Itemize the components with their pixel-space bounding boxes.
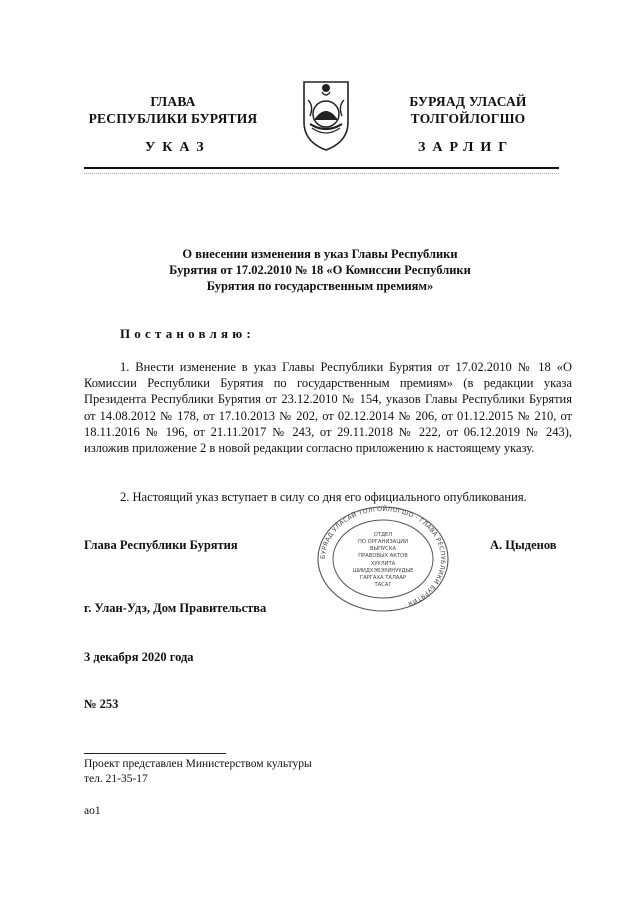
header-right-line2: ТОЛГОЙЛОГШО <box>410 111 526 126</box>
place: г. Улан-Удэ, Дом Правительства <box>84 601 267 615</box>
document-title <box>120 246 520 294</box>
header-left-line2: РЕСПУБЛИКИ БУРЯТИЯ <box>88 111 258 126</box>
paragraph-2: 2. Настоящий указ вступает в силу со дня его официального опубликования. <box>120 490 527 504</box>
initials: ao1 <box>84 805 101 817</box>
signature-position: Глава Республики Бурятия <box>84 538 238 552</box>
paragraph-1: 1. Внести изменение в указ Главы Республики Бурятия от 17.02.2010 № 18 «О Комиссии Республики Бурятия по государственным премиям» (в редакции указа Президента Республики Бурятия от 23.12.2010 № 154, указов Главы Республики Бурятия от 14.08.2012 № 178, от 17.10.2013 № 202, от 02.12.2014 № 206, от 01.12.2015 № 210, от 18.11.2016 № 196, от 21.11.2017 № 243, от 29.11.2018 № 222, от 06.12.2019 № 243), изложив приложение 2 в новой редакции согласно приложению к настоящему указу. <box>84 360 572 456</box>
stamp-center-line: ВЫПУСКА <box>369 546 397 552</box>
footnote <box>84 757 312 787</box>
title-line3: Бурятия по государственным премиям» <box>206 279 434 293</box>
stamp-center-line: ГАРГАХА ТАЛААР <box>359 575 407 581</box>
stamp-center-line: ОТДЕЛ <box>373 532 393 538</box>
decree-label-left: УКАЗ <box>145 140 211 155</box>
header-right-line1: БУРЯАД УЛАСАЙ <box>409 94 527 109</box>
stamp-center-line: ХУУЛИТА <box>370 561 396 567</box>
header-dotted-divider <box>84 173 559 175</box>
stamp-center-line: ПО ОРГАНИЗАЦИИ <box>357 539 409 545</box>
stamp-ring-text: БУРЯАД УЛАСАЙ ТОЛГОЙЛОГШО · ГЛАВА РЕСПУБЛИКИ БУРЯТИЯ · <box>319 505 447 609</box>
title-line2: Бурятия от 17.02.2010 № 18 «О Комиссии Республики <box>169 263 471 277</box>
signature-name: А. Цыденов <box>490 538 557 552</box>
header-left-title <box>84 93 262 127</box>
stamp-center-line: ПРАВОВЫХ АКТОВ <box>358 553 408 559</box>
official-seal-stamp <box>316 505 450 613</box>
decree-label-right: ЗАРЛИГ <box>418 140 515 155</box>
footnote-divider <box>84 753 226 754</box>
coat-of-arms-emblem <box>296 76 356 154</box>
stamp-center-line: ШИИДХЭБЭРИНУУДЫЕ <box>352 568 414 574</box>
stamp-center-line: ТАСАГ <box>374 582 392 588</box>
decree-number: № 253 <box>84 697 119 711</box>
resolve-word: Постановляю: <box>120 326 255 341</box>
header-right-title <box>378 93 558 127</box>
footnote-line1: Проект представлен Министерством культуры <box>84 758 312 770</box>
header-divider <box>84 167 559 169</box>
title-line1: О внесении изменения в указ Главы Республики <box>182 247 458 261</box>
footnote-line2: тел. 21-35-17 <box>84 773 148 785</box>
date: 3 декабря 2020 года <box>84 650 194 664</box>
header-left-line1: ГЛАВА <box>150 94 196 109</box>
